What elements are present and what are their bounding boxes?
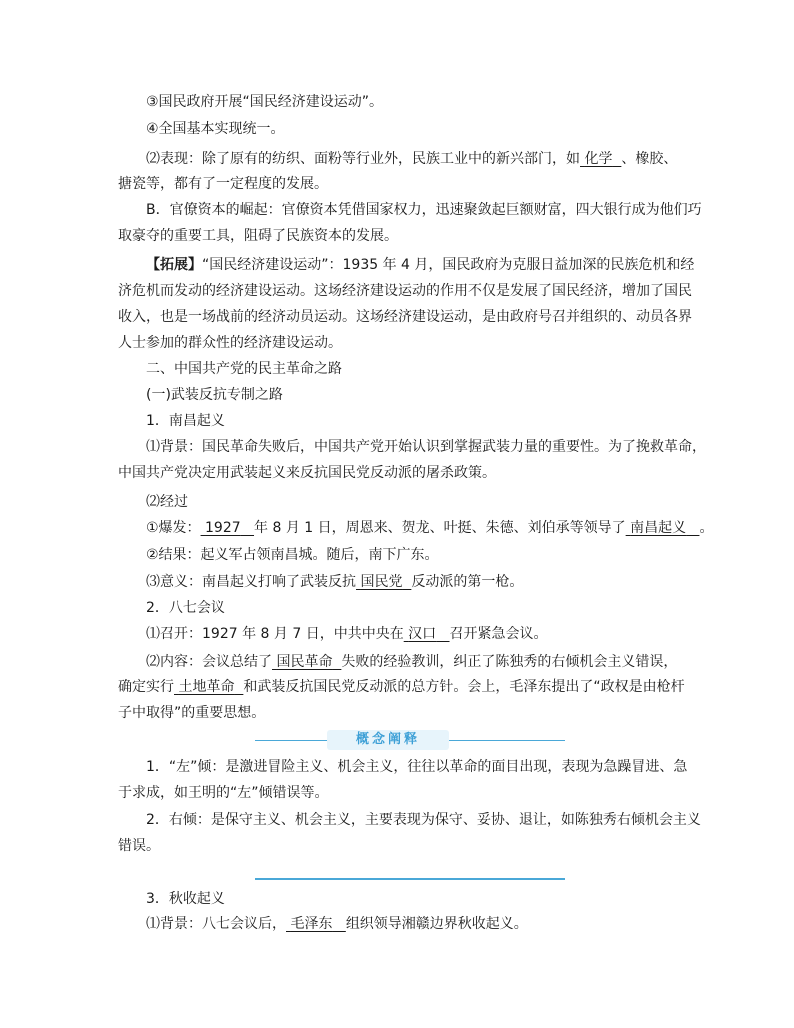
text-line: ⑴背景：国民革命失败后，中国共产党开始认识到掌握武装力量的重要性。为了挽救革命， [146, 439, 706, 455]
text-line: ④全国基本实现统一。 [146, 121, 285, 137]
text-line: 于求成，如王明的“左”倾错误等。 [118, 785, 329, 801]
answer-blank: 国民革命 [276, 654, 333, 670]
text-line: 搪瓷等，都有了一定程度的发展。 [118, 176, 328, 192]
text-line: B．官僚资本的崛起：官僚资本凭借国家权力，迅速聚敛起巨额财富，四大银行成为他们巧 [146, 202, 702, 218]
text-line: ⑴背景：八七会议后， 毛泽东 组织领导湘赣边界秋收起义。 [146, 916, 528, 932]
text-line: 收入，也是一场战前的经济动员运动。这场经济建设运动，是由政府号召并组织的、动员各界 [118, 309, 692, 325]
divider [255, 740, 327, 741]
answer-blank: 国民党 [360, 574, 403, 590]
concept-box-title: 概念阐释 [327, 730, 449, 750]
answer-blank: 1927 [205, 520, 241, 536]
answer-blank: 毛泽东 [290, 916, 333, 932]
answer-blank: 化学 [584, 151, 613, 167]
subsection-heading: (一)武装反抗专制之路 [146, 387, 283, 403]
concept-box-header [255, 730, 565, 750]
text-line: ①爆发： 1927 年 8 月 1 日，周恩来、贺龙、叶挺、朱德、刘伯承等领导了 南昌起义 。 [146, 520, 714, 536]
text-line: 取豪夺的重要工具，阻碍了民族资本的发展。 [118, 228, 398, 244]
text-span: “国民经济建设运动”：1935 年 4 月，国民政府为克服日益加深的民族危机和经 [202, 257, 695, 273]
text-line [146, 255, 694, 275]
item-heading: 2．八七会议 [146, 600, 225, 616]
text-line: ⑶意义：南昌起义打响了武装反抗 国民党 反动派的第一枪。 [146, 574, 524, 590]
item-heading: 3．秋收起义 [146, 891, 225, 907]
answer-blank: 南昌起义 [630, 520, 687, 536]
concept-box-footer [255, 878, 565, 880]
text-span: 、橡胶、 [621, 151, 678, 167]
text-line: 子中取得”的重要思想。 [118, 705, 266, 721]
text-line: 错误。 [118, 838, 160, 854]
item-heading: 1．南昌起义 [146, 413, 225, 429]
text-line: ⑵内容：会议总结了 国民革命 失败的经验教训，纠正了陈独秀的右倾机会主义错误， [146, 654, 678, 670]
text-line: 济危机而发动的经济建设运动。这场经济建设运动的作用不仅是发展了国民经济，增加了国民 [118, 283, 692, 299]
text-line [146, 149, 677, 169]
text-line: ②结果：起义军占领南昌城。随后，南下广东。 [146, 547, 439, 563]
text-line: ⑴召开：1927 年 8 月 7 日，中共中央在 汉口 召开紧急会议。 [146, 626, 548, 642]
section-heading: 二、中国共产党的民主革命之路 [146, 361, 342, 377]
text-line: 1．“左”倾：是激进冒险主义、机会主义，往往以革命的面目出现，表现为急躁冒进、急 [146, 759, 688, 775]
text-line: 2．右倾：是保守主义、机会主义，主要表现为保守、妥协、退让，如陈独秀右倾机会主义 [146, 812, 701, 828]
answer-blank: 汉口 [408, 626, 437, 642]
text-line: 人士参加的群众性的经济建设运动。 [118, 335, 342, 351]
text-line: 确定实行 土地革命 和武装反抗国民党反动派的总方针。会上，毛泽东提出了“政权是由枪杆 [118, 679, 685, 695]
extension-label: 【拓展】 [146, 257, 202, 273]
text-line: 中国共产党决定用武装起义来反抗国民党反动派的屠杀政策。 [118, 465, 496, 481]
divider [449, 740, 565, 741]
text-line: ⑵经过 [146, 494, 188, 510]
text-line: ③国民政府开展“国民经济建设运动”。 [146, 94, 384, 110]
answer-blank: 土地革命 [178, 679, 235, 695]
text-span: ⑵表现：除了原有的纺织、面粉等行业外，民族工业中的新兴部门，如 [146, 151, 580, 167]
